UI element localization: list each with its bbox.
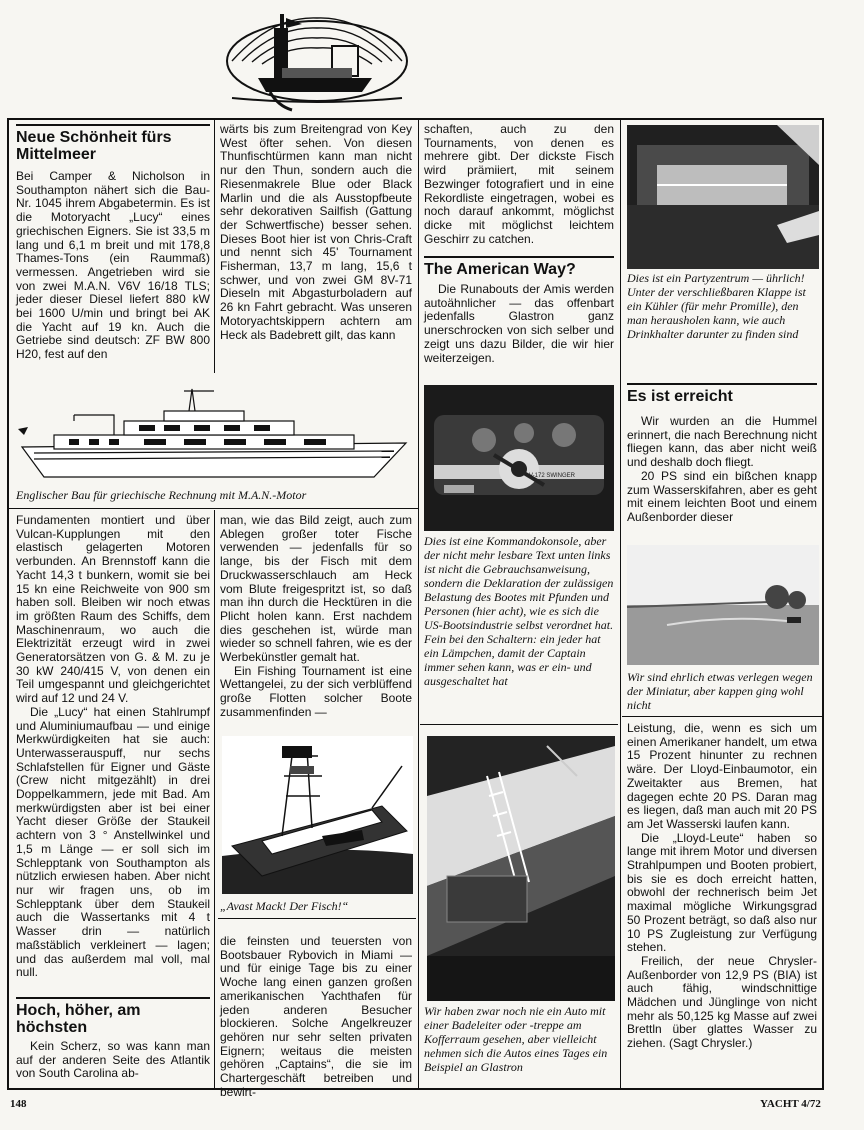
article-column	[424, 123, 614, 245]
party-cooler-photo-icon	[627, 125, 819, 269]
paragraph: Die Runabouts der Amis werden autoähnlicher — das offenbart jedenfalls Glastron ganz unerschrocken von sich selber und zeigt uns dazu Bilder, die wir hier weiterzeigen.	[424, 282, 614, 365]
article-heading: The American Way?	[424, 256, 614, 283]
article-column	[220, 123, 412, 371]
figure-caption: „Avast Mack! Der Fisch!“	[220, 899, 349, 913]
paragraph: 20 PS sind ein bißchen knapp zum Wasserskifahren, aber es geht mit einem leichten Boot und einem Außenborder dieser	[627, 468, 817, 524]
water-skiing-photo-icon	[627, 545, 819, 665]
fishing-boat-illustration-icon	[222, 736, 413, 894]
magazine-issue: YACHT 4/72	[760, 1098, 821, 1110]
article-column	[16, 170, 210, 370]
paragraph: Leistung, die, wenn es sich um einen Amerikaner handelt, um etwa 15 Prozent hinunter zu rechnen wäre. Der Lloyd-Einbaumotor, ein Zweitakter aus Bremen, hat dagegen echte 20 PS. Daran mag es liegen, daß man auch mit 20 PS am Jet Wasserski laufen kann.	[627, 721, 817, 831]
paragraph: Freilich, der neue Chrysler-Außenborder von 12,9 PS (BIA) ist auch fähig, windschnittige Mädchen und Jünglinge von nicht mehr als 50,125 kg Masse auf zwei Brettln über glattes Wasser zu ziehen. (Sagt Chrysler.)	[627, 953, 817, 1051]
divider	[622, 716, 822, 717]
article-heading: Neue Schönheit fürs Mittelmeer	[16, 124, 210, 169]
article-heading: Hoch, höher, am höchsten	[16, 997, 210, 1038]
paragraph: Kein Scherz, so was kann man auf der anderen Seite des Atlantik von South Carolina ab-	[16, 1039, 210, 1081]
divider	[218, 918, 416, 919]
dashboard-console-photo-icon	[424, 385, 614, 531]
figure-caption: Dies ist ein Partyzentrum — ührlich! Unter der verschließbaren Klappe ist ein Kühler (für mehr Promille), den man herausholen kann, wie auch Drinkhalter darunter zu finden sind	[627, 271, 806, 341]
paragraph: Ein Fishing Tournament ist eine Wettangelei, zu der sich verblüffend große Flotten solcher Boote zusammenfinden —	[220, 663, 412, 719]
article-column	[16, 1040, 210, 1085]
article-column	[220, 934, 412, 1099]
column-rule	[418, 120, 419, 380]
article-column	[627, 415, 817, 537]
column-rule	[214, 510, 215, 1088]
motor-yacht-line-drawing-icon	[14, 385, 412, 485]
paragraph: Die „Lloyd-Leute“ haben so lange mit ihrem Motor und diversen Strahlpumpen und Booten probiert, bis sie es doch erreicht hatten, obwohl der rechnerisch beim Jet maximal mögliche Wirkungsgrad 50 Prozent beträgt, so daß also nur 10 PS Zugleistung zur Verfügung stehen.	[627, 830, 817, 955]
yacht-magazine-logo-icon	[222, 6, 412, 114]
paragraph: man, wie das Bild zeigt, auch zum Ablegen großer toter Fische verwenden — jedenfalls für so lange, bis der Fisch mit dem Druckwasserschlauch am Heck vom Blute freigespritzt ist, so daß man ihn durch die Hecktüren in die Plicht holen kann. Erst nachdem dies geschehen ist, würde man wieder so schnell fahren, wie es der Werbekünstler gemalt hat.	[220, 513, 412, 665]
paragraph: wärts bis zum Breitengrad von Key West öfter sehen. Von diesen Thunfischtürmen kann man nicht nur den Thun, sondern auch die Riesenmakrele Blue oder Black Marlin und die als Ausstopfbeute sehr dekorativen Sailfish (Gattung der Schwertfische) besser sehen. Dieses Boot hier ist von Chris-Craft und nennt sich 45' Tournament Fisherman, 13,7 m lang, 15,6 t schwer, und von zwei GM 8V-71 Dieseln mit Abgasturboladern auf 26 kn Fahrt gebracht. Was unseren Motoryachtskippern achtern am Heck als Badebrett gilt, das kann	[220, 122, 412, 342]
paragraph: schaften, auch zu den Tournaments, von denen es mehrere gibt. Der dickste Fisch wird prämiiert, mit seinem Bezwinger fotografiert und in eine Rekordliste eingetragen, wobei es noch darauf ankommt, möglichst dicke mit möglichst leichtem Geschirr zu catchen.	[424, 122, 614, 246]
figure-caption: Dies ist eine Kommandokonsole, aber der nicht mehr lesbare Text unten links ist nicht die Gebrauchsanweisung, sondern die Deklaration der zulässigen Belastung des Bootes mit Pfunden und Personen (hier acht), wie es sich die US-Bootsindustrie selbst verordnet hat. Fein bei den Schaltern: ein jeder hat ein Lämpchen, damit der Captain immer sehen kann, was er ein- und ausgeschaltet hat	[424, 534, 614, 688]
divider	[420, 724, 618, 725]
article-heading: Es ist erreicht	[627, 383, 817, 410]
figure-caption: Wir sind ehrlich etwas verlegen wegen der Miniatur, aber kappen ging wohl nicht	[627, 670, 813, 712]
paragraph: Die „Lucy“ hat einen Stahlrumpf und Aluminiumaufbau — und einige Merkwürdigkeiten hat sie auch: Unterwasserauspuff, nur sechs Schlafstellen für Eigner und Gäste (Crew nicht mitgezählt) in drei Doppelkammern, jede mit Bad. Am merkwürdigsten aber ist bei einer Yacht dieser Größe der Staukeil achtern von 3 ° Anstellwinkel und 1,5 m Länge — er soll sich im Schlepptank von Southampton als nützlich erwiesen haben. Aber nicht nur wir fragen uns, ob im Schlepptank über dem Staukeil auch die Wassertanks mit 4 t Wasser drin — natürlich maßstäblich verkleinert — lagen; und das außerdem mal voll, mal null.	[16, 704, 210, 980]
page-number: 148	[10, 1098, 27, 1110]
divider	[9, 508, 418, 509]
paragraph: Wir wurden an die Hummel erinnert, die nach Berechnung nicht fliegen kann, das aber nicht weiß und deshalb doch fliegt.	[627, 414, 817, 470]
column-rule	[214, 120, 215, 373]
paragraph: die feinsten und teuersten von Bootsbauer Rybovich in Miami — und für einige Tage bis zu einer Woche lang einen ganzen großen amerikanischen Yachthafen für jeden anderen Besucher blockieren. Solche Angelkreuzer gehören nur sehr selten privaten Eignern; weitaus die meisten gehören „Captains“, die sie im Chartergeschäft betreiben und bewirt-	[220, 934, 412, 1099]
paragraph: Bei Camper & Nicholson in Southampton nähert sich die Bau-Nr. 1045 ihrem Abgabetermin. Es ist die Motoryacht „Lucy“ eines griechischen Eigners. Sie ist 33,5 m lang und 6,1 m breit und mit 178,8 Thames-Tons (ein Raummaß) vermessen. Angetrieben wird sie von zwei M.A.N. V6V 16/18 TLS; jeder dieser Diesel liefert 880 kW bei 1600 U/min und bringt bei AK die Yacht auf 19 kn. Auch die Getriebe sind deutsch: ZF BW 800 H20, fest auf den	[16, 169, 210, 362]
article-column	[16, 514, 210, 984]
article-column	[220, 514, 412, 729]
article-column	[627, 722, 817, 1084]
boat-stern-ladder-photo-icon	[427, 736, 615, 1001]
figure-caption: Englischer Bau für griechische Rechnung mit M.A.N.-Motor	[16, 488, 307, 502]
console-label: V-172 SWINGER	[529, 473, 576, 479]
paragraph: Fundamenten montiert und über Vulcan-Kupplungen mit den elastisch gelagerten Motoren verbunden. An Brennstoff kann die Yacht 14,3 t bunkern, womit sie bei 15 kn eine Reichweite von 900 sm haben soll. Bleiben wir noch etwas im größten Raum des Schiffs, dem Maschinenraum, wo auch die Elektrizität erzeugt wird in zwei Generatorsätzen von G. & M. zu je 30 kW 240/415 V, von denen ein Teil umgespannt und gleichgerichtet wird auf 12 und 24 V.	[16, 513, 210, 706]
column-rule	[620, 120, 621, 1088]
figure-caption: Wir haben zwar noch nie ein Auto mit einer Badeleiter oder -treppe am Kofferraum gesehen, aber vielleicht nehmen sich die Autos eines Tages ein Beispiel an Glastron	[424, 1004, 608, 1074]
column-rule	[418, 380, 419, 1088]
article-column	[424, 283, 614, 365]
